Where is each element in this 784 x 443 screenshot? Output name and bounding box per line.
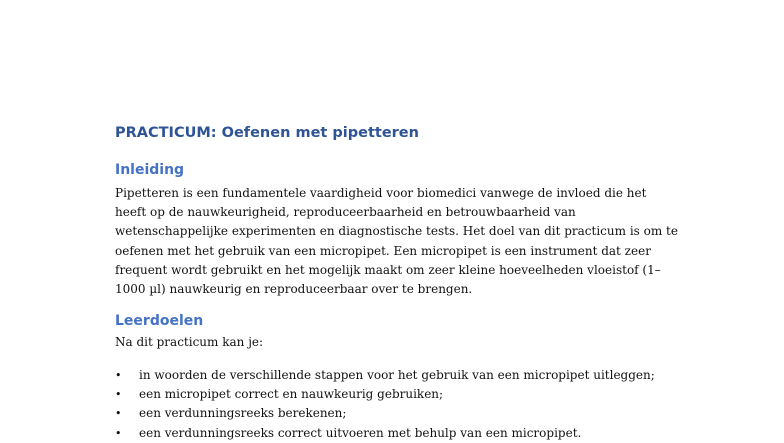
- list-item-text: een verdunningsreeks correct uitvoeren met behulp van een micropipet.: [139, 425, 582, 440]
- intro-line: oefenen met het gebruik van een micropipet. Een micropipet is een instrument dat zeer: [115, 243, 651, 258]
- list-item: [115, 366, 655, 385]
- bullet-icon: •: [115, 369, 122, 382]
- list-item-text: in woorden de verschillende stappen voor het gebruik van een micropipet uitleggen;: [139, 368, 655, 382]
- goals-heading: Leerdoelen: [115, 313, 204, 329]
- bullet-icon: •: [115, 388, 122, 402]
- list-item-text: een verdunningsreeks berekenen;: [139, 406, 347, 421]
- intro-paragraph: [115, 184, 678, 299]
- intro-line: frequent wordt gebruikt en het mogelijk maakt om zeer kleine hoeveelheden vloeistof (1–: [115, 262, 661, 277]
- list-item: [115, 385, 655, 404]
- list-item-text: een micropipet correct en nauwkeurig gebruiken;: [139, 387, 444, 402]
- intro-line: heeft op de nauwkeurigheid, reproduceerbaarheid en betrouwbaarheid van: [115, 205, 576, 220]
- intro-line: 1000 µl) nauwkeurig en reproduceerbaar over te brengen.: [115, 282, 473, 297]
- intro-line: wetenschappelijke experimenten en diagnostische tests. Het doel van dit practicum is om te: [115, 224, 678, 239]
- bullet-icon: •: [115, 426, 122, 440]
- intro-heading: Inleiding: [115, 162, 185, 178]
- goals-lead: Na dit practicum kan je:: [115, 335, 264, 349]
- list-item: [115, 424, 655, 443]
- intro-line: Pipetteren is een fundamentele vaardigheid voor biomedici vanwege de invloed die het: [115, 186, 647, 200]
- goals-list: [115, 366, 655, 443]
- bullet-icon: •: [115, 407, 122, 421]
- document-title: PRACTICUM: Oefenen met pipetteren: [115, 125, 419, 141]
- list-item: [115, 404, 655, 423]
